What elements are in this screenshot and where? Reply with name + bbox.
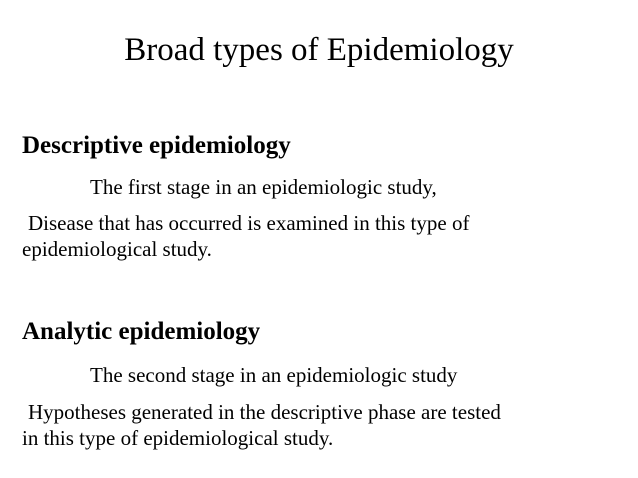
descriptive-description-line-2: epidemiological study. bbox=[22, 237, 212, 261]
descriptive-stage-text: The first stage in an epidemiologic study, bbox=[90, 175, 437, 199]
analytic-description bbox=[22, 399, 602, 451]
analytic-stage-text: The second stage in an epidemiologic study bbox=[90, 363, 458, 387]
descriptive-description bbox=[22, 210, 602, 262]
heading-descriptive-epidemiology: Descriptive epidemiology bbox=[22, 132, 291, 159]
descriptive-description-line-1: Disease that has occurred is examined in this type of bbox=[28, 211, 470, 235]
heading-analytic-epidemiology: Analytic epidemiology bbox=[22, 318, 261, 345]
analytic-description-line-1: Hypotheses generated in the descriptive phase are tested bbox=[28, 400, 501, 424]
analytic-description-line-2: in this type of epidemiological study. bbox=[22, 426, 334, 450]
slide-title: Broad types of Epidemiology bbox=[124, 32, 514, 68]
